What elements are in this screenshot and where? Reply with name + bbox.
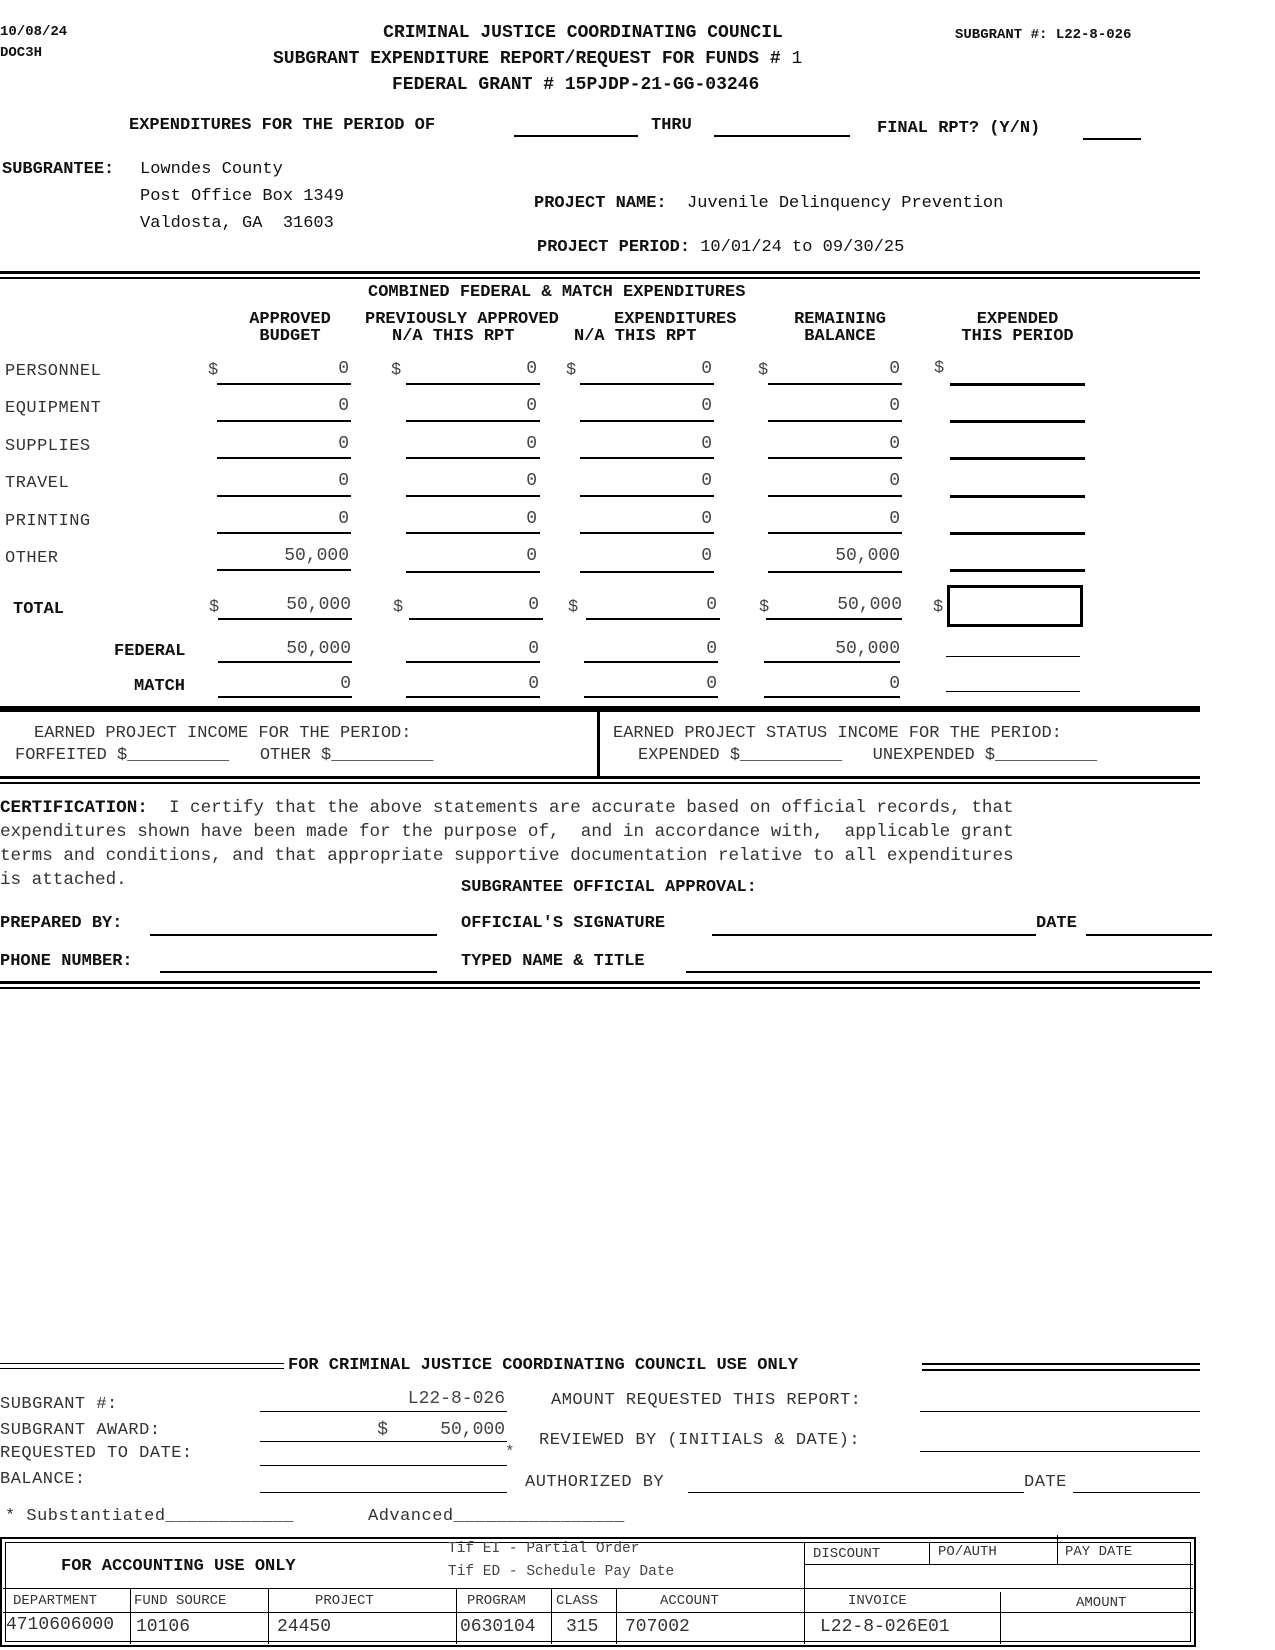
date-field[interactable] — [1086, 934, 1212, 936]
subgrant-number-header: SUBGRANT #: L22-8-026 — [955, 27, 1132, 43]
discount-label: DISCOUNT — [813, 1546, 881, 1562]
prepared-by-field[interactable] — [150, 934, 437, 936]
row-label: OTHER — [5, 549, 59, 568]
subgrantee-label: SUBGRANTEE: — [2, 160, 115, 179]
divider — [0, 981, 1200, 984]
cell-approved: 0 — [338, 509, 349, 529]
subgrant-award-value: 50,000 — [440, 1420, 505, 1440]
currency-sign: $ — [758, 361, 769, 380]
total-label: TOTAL — [13, 600, 65, 619]
row-label: SUPPLIES — [5, 437, 91, 456]
reviewed-by-field[interactable] — [920, 1451, 1200, 1452]
col-account: ACCOUNT — [660, 1593, 719, 1609]
asterisk: * — [505, 1443, 515, 1461]
accounting-title: FOR ACCOUNTING USE ONLY — [61, 1557, 296, 1576]
authorized-date-field[interactable] — [1073, 1492, 1200, 1493]
expenditures-title: COMBINED FEDERAL & MATCH EXPENDITURES — [368, 283, 746, 302]
federal-remaining: 50,000 — [835, 639, 900, 659]
row-label: PRINTING — [5, 512, 91, 531]
value-department: 4710606000 — [6, 1615, 115, 1635]
cell-underline — [586, 618, 720, 620]
earned-income-fields[interactable]: FORFEITED $__________ OTHER $__________ — [15, 746, 434, 765]
authorized-date-label: DATE — [1024, 1473, 1067, 1492]
subgrantee-address1: Post Office Box 1349 — [140, 187, 345, 206]
currency-sign: $ — [568, 598, 579, 617]
divider — [551, 1588, 552, 1644]
cell-previous: 0 — [526, 434, 537, 454]
divider — [0, 776, 1200, 779]
period-label: EXPENDITURES FOR THE PERIOD OF — [129, 116, 436, 135]
cell-underline — [580, 495, 714, 497]
signature-field[interactable] — [712, 934, 1036, 936]
divider — [268, 1588, 269, 1644]
official-approval-label: SUBGRANTEE OFFICIAL APPROVAL: — [461, 878, 757, 897]
divider — [597, 712, 600, 778]
cjcc-subgrant-value: L22-8-026 — [407, 1389, 505, 1409]
currency-sign: $ — [934, 359, 945, 378]
cell-underline — [406, 532, 540, 534]
cell-underline — [217, 420, 351, 422]
divider — [3, 1588, 1193, 1589]
cell-approved: 0 — [338, 434, 349, 454]
status-income-title: EARNED PROJECT STATUS INCOME FOR THE PERIOD: — [613, 724, 1062, 743]
cell-underline — [580, 457, 714, 459]
cell-underline — [406, 661, 540, 663]
divider — [456, 1588, 457, 1644]
cjcc-use-only-title: FOR CRIMINAL JUSTICE COORDINATING COUNCIL USE ONLY — [288, 1356, 799, 1375]
federal-previous: 0 — [528, 639, 539, 659]
cjcc-subgrant-line — [260, 1411, 507, 1412]
divider — [0, 271, 1200, 274]
prepared-by-label: PREPARED BY: — [0, 914, 123, 933]
cell-underline — [584, 661, 718, 663]
col-approved-budget: APPROVED BUDGET — [249, 310, 331, 346]
cell-remaining: 0 — [889, 434, 900, 454]
cell-underline — [580, 532, 714, 534]
tif-partial-order: Tif EI - Partial Order — [448, 1541, 640, 1557]
value-class: 315 — [566, 1617, 599, 1637]
cell-underline — [584, 696, 718, 698]
signature-label: OFFICIAL'S SIGNATURE — [461, 914, 666, 933]
cell-underline — [768, 420, 902, 422]
report-date: 10/08/24 — [0, 24, 68, 40]
cell-underline — [768, 383, 902, 385]
divider — [130, 1588, 131, 1644]
balance-label: BALANCE: — [0, 1470, 86, 1489]
cell-underline — [580, 383, 714, 385]
currency-sign: $ — [391, 361, 402, 380]
cell-expenditures: 0 — [701, 509, 712, 529]
cell-underline — [768, 457, 902, 459]
col-project: PROJECT — [315, 1593, 374, 1609]
cell-remaining: 0 — [889, 509, 900, 529]
total-approved: 50,000 — [286, 595, 351, 615]
subgrantee-name: Lowndes County — [140, 160, 283, 179]
cell-expenditures: 0 — [701, 471, 712, 491]
subgrant-award-label: SUBGRANT AWARD: — [0, 1421, 161, 1440]
amount-requested-label: AMOUNT REQUESTED THIS REPORT: — [551, 1391, 862, 1410]
value-program: 0630104 — [460, 1617, 536, 1637]
cell-underline — [764, 661, 900, 663]
value-project: 24450 — [277, 1617, 332, 1637]
cell-underline — [217, 383, 351, 385]
cell-underline — [217, 495, 351, 497]
cell-approved: 0 — [338, 396, 349, 416]
reviewed-by-label: REVIEWED BY (INITIALS & DATE): — [539, 1431, 861, 1450]
cell-underline — [768, 571, 902, 573]
col-class: CLASS — [556, 1593, 599, 1609]
divider — [804, 1564, 1193, 1565]
divider — [1057, 1535, 1058, 1564]
match-remaining: 0 — [889, 674, 900, 694]
col-department: DEPARTMENT — [13, 1593, 98, 1609]
authorized-by-field[interactable] — [688, 1492, 1024, 1493]
po-auth-label: PO/AUTH — [938, 1544, 997, 1560]
expended-field[interactable] — [950, 383, 1085, 386]
currency-sign: $ — [209, 598, 220, 617]
col-amount: AMOUNT — [1076, 1595, 1127, 1611]
currency-sign: $ — [393, 598, 404, 617]
subgrantee-address2: Valdosta, GA 31603 — [140, 214, 334, 233]
cell-previous: 0 — [526, 471, 537, 491]
row-label: PERSONNEL — [5, 362, 102, 381]
value-invoice: L22-8-026E01 — [820, 1617, 950, 1637]
cell-underline — [218, 618, 352, 620]
cell-expenditures: 0 — [701, 359, 712, 379]
cell-underline — [218, 661, 352, 663]
value-fund-source: 10106 — [136, 1617, 191, 1637]
status-income-fields[interactable]: EXPENDED $__________ UNEXPENDED $__________ — [638, 746, 1098, 765]
cell-underline — [218, 696, 352, 698]
divider — [616, 1588, 617, 1644]
cell-remaining: 50,000 — [835, 546, 900, 566]
cell-underline — [406, 495, 540, 497]
subgrant-award-line — [260, 1441, 507, 1442]
report-title: SUBGRANT EXPENDITURE REPORT/REQUEST FOR FUNDS # 1 — [273, 49, 803, 69]
cell-remaining: 0 — [889, 359, 900, 379]
phone-label: PHONE NUMBER: — [0, 952, 133, 971]
cell-previous: 0 — [526, 396, 537, 416]
cell-underline — [580, 420, 714, 422]
federal-label: FEDERAL — [114, 642, 186, 661]
currency-sign: $ — [377, 1420, 388, 1440]
cjcc-subgrant-label: SUBGRANT #: — [0, 1395, 118, 1414]
match-approved: 0 — [340, 674, 351, 694]
cell-underline — [580, 571, 714, 573]
advanced-field[interactable]: Advanced________________ — [368, 1507, 625, 1526]
cell-underline — [764, 696, 900, 698]
cell-expenditures: 0 — [701, 396, 712, 416]
col-program: PROGRAM — [467, 1593, 526, 1609]
period-from-field[interactable] — [514, 135, 638, 137]
tif-schedule-pay-date: Tif ED - Schedule Pay Date — [448, 1564, 675, 1580]
divider — [0, 1363, 284, 1364]
cell-underline — [768, 532, 902, 534]
cell-underline — [217, 569, 351, 571]
final-report-label: FINAL RPT? (Y/N) — [877, 119, 1041, 138]
divider — [804, 1588, 805, 1644]
expended-field[interactable] — [950, 420, 1085, 423]
substantiated-field[interactable]: * Substantiated____________ — [5, 1507, 294, 1526]
phone-field[interactable] — [160, 971, 437, 973]
earned-income-title: EARNED PROJECT INCOME FOR THE PERIOD: — [34, 724, 412, 743]
cell-underline — [217, 532, 351, 534]
total-expended-box[interactable] — [947, 585, 1083, 627]
divider — [0, 1368, 284, 1369]
requested-to-date-field[interactable] — [260, 1465, 507, 1466]
value-account: 707002 — [625, 1617, 690, 1637]
currency-sign: $ — [566, 361, 577, 380]
cell-underline — [406, 571, 540, 573]
project-period: PROJECT PERIOD: 10/01/24 to 09/30/25 — [537, 238, 905, 257]
council-title: CRIMINAL JUSTICE COORDINATING COUNCIL — [383, 23, 783, 43]
date-label: DATE — [1036, 914, 1077, 933]
total-expenditures: 0 — [706, 595, 717, 615]
amount-requested-field[interactable] — [920, 1411, 1200, 1412]
match-expenditures: 0 — [706, 674, 717, 694]
divider — [0, 706, 1200, 712]
total-previous: 0 — [528, 595, 539, 615]
typed-name-field[interactable] — [686, 971, 1212, 973]
divider — [0, 277, 1200, 279]
cell-previous: 0 — [526, 546, 537, 566]
cell-approved: 0 — [338, 359, 349, 379]
certification-text: CERTIFICATION: I certify that the above statements are accurate based on official records, that expenditures shown have been made for the purpose of, and in accordance with, applicable grant terms and conditions, and that appropriate supportive documentation relative to all expenditures is attached. — [0, 798, 1014, 890]
cell-underline — [406, 457, 540, 459]
divider — [804, 1542, 805, 1588]
doc-code: DOC3H — [0, 45, 43, 61]
expended-field[interactable] — [950, 532, 1085, 535]
divider — [3, 1612, 1193, 1613]
cell-approved: 0 — [338, 471, 349, 491]
cell-underline — [406, 420, 540, 422]
expended-field[interactable] — [950, 569, 1085, 572]
cell-underline — [766, 618, 902, 620]
divider — [1000, 1592, 1001, 1644]
divider — [922, 1363, 1200, 1365]
typed-name-label: TYPED NAME & TITLE — [461, 952, 645, 971]
period-thru-field[interactable] — [714, 135, 850, 137]
divider — [922, 1369, 1200, 1371]
cell-remaining: 0 — [889, 471, 900, 491]
col-fund-source: FUND SOURCE — [134, 1593, 227, 1609]
request-number: 1 — [791, 49, 803, 69]
expended-field[interactable] — [950, 457, 1085, 460]
cell-previous: 0 — [526, 509, 537, 529]
cell-previous: 0 — [526, 359, 537, 379]
cell-expenditures: 0 — [701, 434, 712, 454]
currency-sign: $ — [933, 598, 944, 617]
col-invoice: INVOICE — [848, 1593, 907, 1609]
col-expended-this-period: EXPENDED THIS PERIOD — [961, 310, 1074, 346]
divider — [929, 1542, 930, 1564]
match-previous: 0 — [528, 674, 539, 694]
pay-date-label: PAY DATE — [1065, 1544, 1133, 1560]
cell-approved: 50,000 — [284, 546, 349, 566]
federal-expenditures: 0 — [706, 639, 717, 659]
federal-approved: 50,000 — [286, 639, 351, 659]
match-label: MATCH — [134, 677, 186, 696]
authorized-by-label: AUTHORIZED BY — [525, 1473, 665, 1492]
requested-to-date-label: REQUESTED TO DATE: — [0, 1444, 193, 1463]
federal-grant-number: 15PJDP-21-GG-03246 — [564, 75, 760, 95]
expended-field[interactable] — [950, 495, 1085, 498]
divider — [0, 782, 1200, 784]
row-label: TRAVEL — [5, 474, 70, 493]
cell-expenditures: 0 — [701, 546, 712, 566]
thru-label: THRU — [651, 116, 692, 135]
total-remaining: 50,000 — [837, 595, 902, 615]
cell-remaining: 0 — [889, 396, 900, 416]
currency-sign: $ — [208, 361, 219, 380]
col-remaining-balance: REMAINING BALANCE — [794, 310, 886, 346]
cell-underline — [217, 457, 351, 459]
federal-expended-field[interactable] — [946, 656, 1080, 657]
cell-underline — [406, 383, 540, 385]
col-previously-approved: PREVIOUSLY APPROVED N/A THIS RPT — [365, 310, 559, 346]
currency-sign: $ — [759, 598, 770, 617]
cell-underline — [406, 696, 540, 698]
col-expenditures: EXPENDITURES N/A THIS RPT — [574, 310, 737, 346]
balance-field[interactable] — [260, 1492, 507, 1493]
project-name: PROJECT NAME: Juvenile Delinquency Prevention — [534, 194, 1004, 213]
cell-underline — [409, 618, 543, 620]
row-label: EQUIPMENT — [5, 399, 102, 418]
federal-grant: FEDERAL GRANT # 15PJDP-21-GG-03246 — [392, 75, 760, 95]
match-expended-field[interactable] — [946, 691, 1080, 692]
cell-underline — [768, 495, 902, 497]
divider — [0, 987, 1200, 989]
final-report-field[interactable] — [1083, 138, 1141, 140]
